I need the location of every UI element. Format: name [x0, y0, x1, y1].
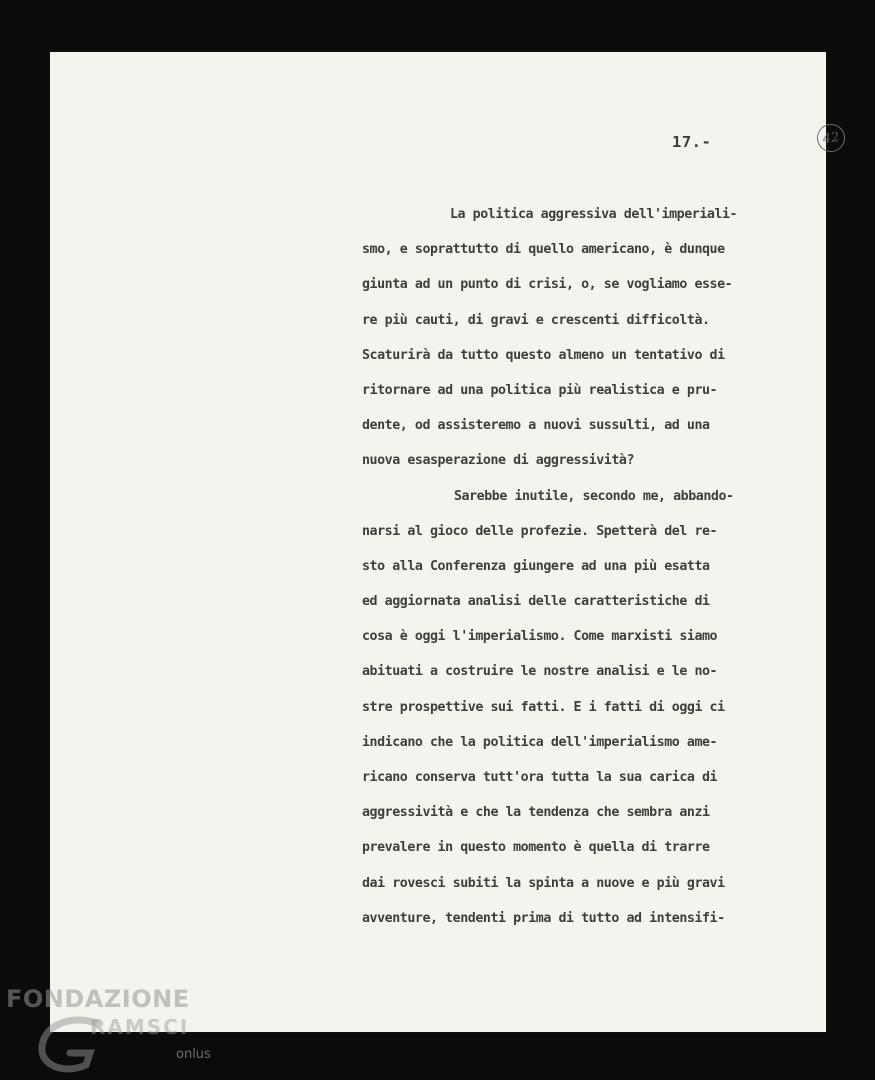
text-line: avventure, tendenti prima di tutto ad intensifi- [362, 910, 725, 926]
page-number: 17.- [672, 133, 712, 151]
watermark-onlus: onlus [176, 1047, 211, 1062]
text-line: ed aggiornata analisi delle caratteristiche di [362, 594, 710, 610]
fondazione-gramsci-watermark [6, 985, 226, 1080]
text-line: smo, e soprattutto di quello americano, è dunque [362, 242, 725, 258]
text-line: giunta ad un punto di crisi, o, se vogliamo esse- [362, 277, 733, 293]
folio-number: 42 [815, 122, 847, 154]
text-line: dente, od assisteremo a nuovi sussulti, ad una [362, 418, 710, 434]
text-line: abituati a costruire le nostre analisi e le no- [362, 664, 718, 680]
text-line: narsi al gioco delle profezie. Spetterà del re- [362, 523, 718, 539]
text-line: dai rovesci subiti la spinta a nuove e più gravi [362, 875, 725, 891]
watermark-subtitle: RAMSCI [90, 1015, 190, 1039]
text-line: La politica aggressiva dell'imperiali- [450, 207, 738, 222]
text-line: aggressività e che la tendenza che sembra anzi [362, 805, 710, 821]
text-line: nuova esasperazione di aggressività? [362, 453, 634, 469]
text-line: prevalere in questo momento è quella di trarre [362, 840, 710, 856]
text-line: re più cauti, di gravi e crescenti difficoltà. [362, 312, 710, 328]
text-line: Scaturirà da tutto questo almeno un tentativo di [362, 347, 725, 363]
text-line: sto alla Conferenza giungere ad una più esatta [362, 558, 710, 574]
body-text [362, 197, 802, 936]
text-line: ritornare ad una politica più realistica e pru- [362, 382, 718, 398]
text-line: Sarebbe inutile, secondo me, abbando- [454, 488, 734, 504]
text-line: cosa è oggi l'imperialismo. Come marxisti siamo [362, 629, 718, 645]
text-line: ricano conserva tutt'ora tutta la sua carica di [362, 770, 718, 785]
text-line: stre prospettive sui fatti. E i fatti di oggi ci [362, 699, 725, 715]
watermark-title: FONDAZIONE [6, 985, 190, 1013]
text-line: indicano che la politica dell'imperialismo ame- [362, 734, 718, 750]
